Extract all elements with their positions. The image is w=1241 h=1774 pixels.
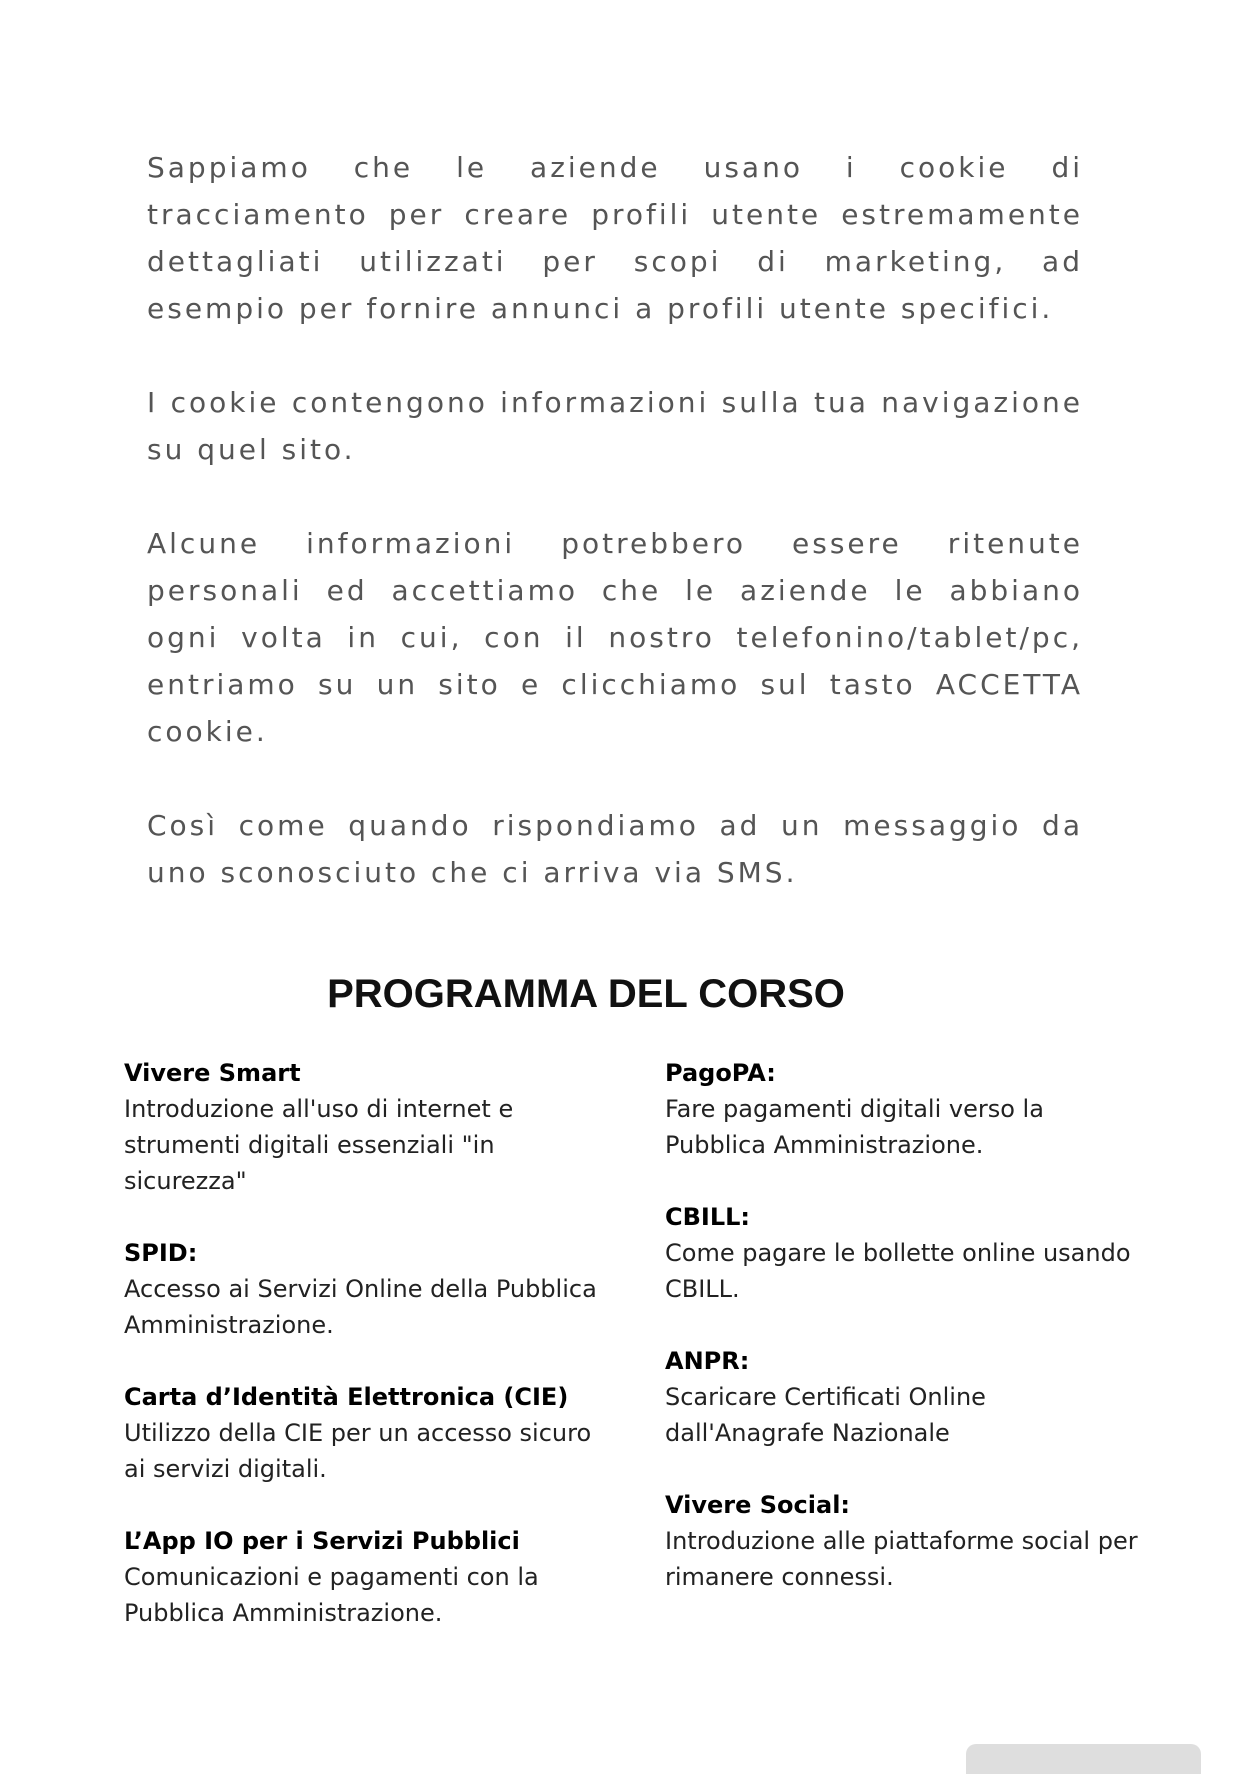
program-item-desc: Comunicazioni e pagamenti con la Pubblica Amministrazione. — [124, 1563, 539, 1627]
intro-text — [147, 144, 1083, 943]
program-item-desc: Accesso ai Servizi Online della Pubblica Amministrazione. — [124, 1275, 597, 1339]
program-column-right — [665, 1055, 1145, 1631]
program-item-cbill — [665, 1199, 1145, 1307]
program-item-desc: Fare pagamenti digitali verso la Pubblica Amministrazione. — [665, 1095, 1044, 1159]
program-item-pagopa — [665, 1055, 1145, 1163]
program-item-desc: Introduzione all'uso di internet e strumenti digitali essenziali "in sicurezza" — [124, 1095, 514, 1195]
program-item-title: SPID: — [124, 1239, 198, 1267]
program-item-title: Vivere Smart — [124, 1059, 301, 1087]
program-title: PROGRAMMA DEL CORSO — [327, 972, 845, 1016]
intro-paragraph: Così come quando rispondiamo ad un messaggio da uno sconosciuto che ci arriva via SMS. — [147, 809, 1083, 889]
program-item-desc: Utilizzo della CIE per un accesso sicuro ai servizi digitali. — [124, 1419, 592, 1483]
page-corner-tab — [966, 1744, 1201, 1774]
program-item-desc: Scaricare Certificati Online dall'Anagrafe Nazionale — [665, 1383, 986, 1447]
intro-paragraph: I cookie contengono informazioni sulla tua navigazione su quel sito. — [147, 386, 1083, 466]
program-item-desc: Introduzione alle piattaforme social per rimanere connessi. — [665, 1527, 1138, 1591]
program-item-vivere-social — [665, 1487, 1145, 1595]
program-item-app-io — [124, 1523, 604, 1631]
program-item-desc: Come pagare le bollette online usando CBILL. — [665, 1239, 1131, 1303]
program-item-vivere-smart — [124, 1055, 604, 1199]
program-item-cie — [124, 1379, 604, 1487]
program-item-spid — [124, 1235, 604, 1343]
program-item-title: ANPR: — [665, 1347, 750, 1375]
program-item-title: CBILL: — [665, 1203, 751, 1231]
program-item-title: Vivere Social: — [665, 1491, 851, 1519]
program-item-title: PagoPA: — [665, 1059, 776, 1087]
program-item-anpr — [665, 1343, 1145, 1451]
intro-paragraph: Sappiamo che le aziende usano i cookie di tracciamento per creare profili utente estremamente dettagliati utilizzati per scopi di marketing, ad esempio per fornire annunci a profili utente specifici. — [147, 151, 1083, 325]
program-column-left — [124, 1055, 604, 1667]
program-item-title: L’App IO per i Servizi Pubblici — [124, 1527, 520, 1555]
program-item-title: Carta d’Identità Elettronica (CIE) — [124, 1383, 569, 1411]
intro-paragraph: Alcune informazioni potrebbero essere ritenute personali ed accettiamo che le aziende le abbiano ogni volta in cui, con il nostro telefonino/tablet/pc, entriamo su un sito e clicchiamo sul tasto ACCETTA cookie. — [147, 527, 1083, 748]
